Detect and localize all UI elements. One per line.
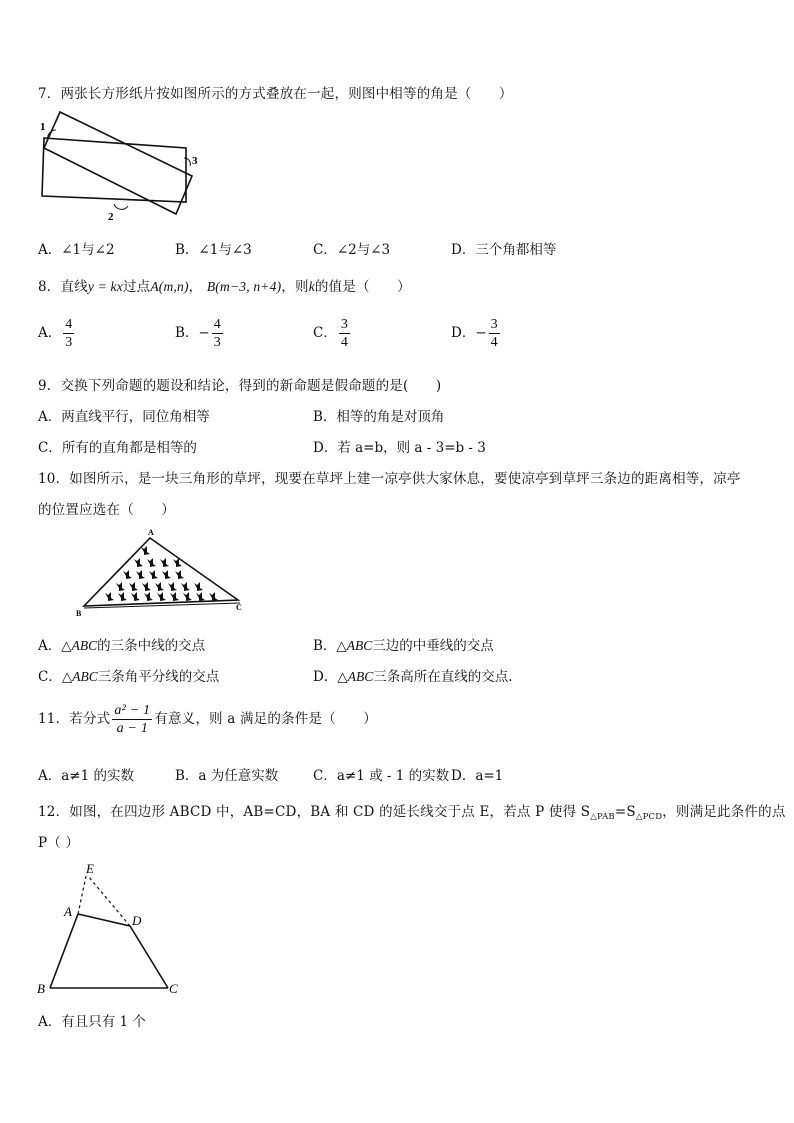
q8-option-d[interactable]: D．− $\frac{3}{4}$: [451, 317, 498, 350]
grass-tuft: [196, 592, 205, 601]
q8-line-eq: y = kx: [87, 279, 123, 294]
fig10-label-a: A: [148, 528, 154, 537]
q9-option-c[interactable]: C．所有的直角都是相等的: [38, 440, 197, 456]
grass-tuft: [209, 592, 218, 601]
q11-fraction: $\frac{\text{a² − 1}}{a - 1}$: [114, 703, 151, 736]
grass-tuft: [105, 592, 114, 601]
grass-tuft: [162, 570, 171, 579]
grass-tuft: [181, 582, 190, 591]
q8-option-a[interactable]: A． $\frac{4}{3}$: [38, 317, 73, 350]
fig7-label-3: 3: [192, 155, 198, 167]
q7-figure: [36, 108, 206, 226]
q10-figure: [72, 526, 252, 618]
grass-tuft: [157, 592, 166, 601]
q7-option-d[interactable]: D．三个角都相等: [451, 242, 557, 258]
grass-tuft: [194, 582, 203, 591]
grass-tuft: [160, 558, 169, 567]
q12-figure: [34, 858, 194, 998]
q8-stem: 8．直线y = kx过点A(m,n)， B(m−3, n+4)，则k的值是（ ）: [38, 279, 411, 295]
grass-tuft: [175, 570, 184, 579]
fig7-label-2: 2: [108, 211, 114, 223]
fig12-label-b: B: [37, 981, 45, 996]
fig10-label-c: C: [236, 603, 242, 612]
rect-paper-2: [42, 138, 186, 202]
grass-tuft: [147, 558, 156, 567]
grass-tuft: [131, 592, 140, 601]
fig12-label-e: E: [86, 861, 94, 876]
q8-point-a: A(m,n): [150, 279, 189, 294]
q10-option-d[interactable]: D．△ABC三条高所在直线的交点.: [313, 669, 513, 685]
grass-tuft: [129, 582, 138, 591]
angle-3-arc: [184, 158, 190, 166]
q10-option-b[interactable]: B．△ABC三边的中垂线的交点: [313, 638, 494, 654]
q9-option-a[interactable]: A．两直线平行，同位角相等: [38, 409, 210, 425]
grass-tuft: [170, 592, 179, 601]
grass-tuft: [134, 558, 143, 567]
grass-tuft: [141, 546, 150, 555]
q10-option-a[interactable]: A．△ABC的三条中线的交点: [38, 638, 206, 654]
fig12-label-a: A: [64, 904, 72, 919]
q7-option-c[interactable]: C．∠2与∠3: [313, 242, 391, 258]
q12-stem-line-1: 12．如图，在四边形 ABCD 中，AB=CD，BA 和 CD 的延长线交于点 E，若点 P 使得 $S_{\triangle PAB}=S_{\triangle PCD}$，则满足此条件的点: [38, 804, 786, 822]
q11-option-a[interactable]: A．a≠1 的实数: [38, 768, 134, 784]
q11-stem: 11．若分式 $\frac{\text{a² − 1}}{a - 1}$ 有意义，则 a 满足的条件是（ ）: [38, 703, 377, 736]
fig7-label-1: 1: [40, 121, 46, 133]
grass-tuft: [144, 592, 153, 601]
grass-tuft: [136, 570, 145, 579]
q7-option-b[interactable]: B．∠1与∠3: [175, 242, 252, 258]
grass-tuft: [183, 592, 192, 601]
q10-stem-line-2: 的位置应选在（ ）: [38, 502, 175, 518]
angle-2-arc: [114, 204, 128, 209]
q9-option-b[interactable]: B．相等的角是对顶角: [313, 409, 445, 425]
grass-tuft: [123, 570, 132, 579]
q10-option-c[interactable]: C．△ABC三条角平分线的交点: [38, 669, 220, 685]
q12-option-a[interactable]: A．有且只有 1 个: [38, 1014, 146, 1030]
grass-tuft: [142, 582, 151, 591]
side-ab: [50, 914, 78, 988]
fig12-label-d: D: [132, 913, 142, 928]
q9-option-d[interactable]: D．若 a=b，则 a - 3=b - 3: [313, 440, 486, 456]
grass-tuft: [168, 582, 177, 591]
grass-tuft: [118, 592, 127, 601]
q7-option-a[interactable]: A．∠1与∠2: [38, 242, 115, 258]
q11-option-b[interactable]: B．a 为任意实数: [175, 768, 279, 784]
fig12-label-c: C: [169, 981, 178, 996]
q11-option-d[interactable]: D．a=1: [451, 768, 504, 784]
q7-stem: 7．两张长方形纸片按如图所示的方式叠放在一起，则图中相等的角是（ ）: [38, 86, 513, 102]
q12-stem-line-2: P（ ）: [38, 835, 80, 851]
fig10-label-b: B: [76, 609, 82, 618]
side-cd: [130, 926, 168, 988]
q10-stem-line-1: 10．如图所示，是一块三角形的草坪，现要在草坪上建一凉亭供大家休息，要使凉亭到草坪三条边的距离相等，凉亭: [38, 471, 741, 487]
q11-option-c[interactable]: C．a≠1 或 - 1 的实数: [313, 768, 450, 784]
q8-point-b: B(m−3, n+4): [206, 279, 282, 294]
grass-tuft: [155, 582, 164, 591]
q9-stem: 9．交换下列命题的题设和结论，得到的新命题是假命题的是( ): [38, 378, 442, 394]
grass-tuft: [116, 582, 125, 591]
q8-option-b[interactable]: B．− $\frac{4}{3}$: [175, 317, 221, 350]
grass-tuft: [149, 570, 158, 579]
extension-ae: [78, 876, 86, 914]
q8-option-c[interactable]: C． $\frac{3}{4}$: [313, 317, 348, 350]
